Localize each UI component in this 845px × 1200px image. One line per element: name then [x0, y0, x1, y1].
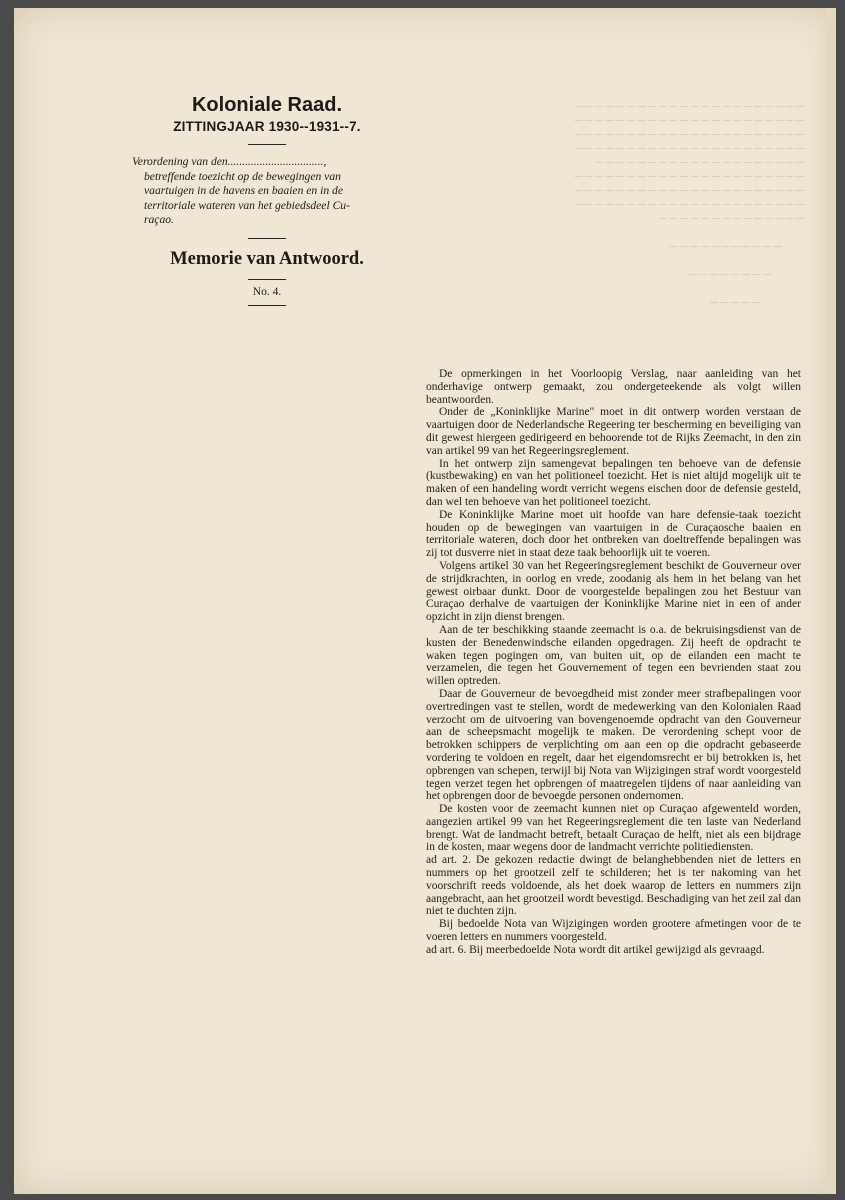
subject-line: raçao. — [144, 213, 174, 226]
document-number: No. 4. — [252, 285, 282, 298]
paragraph: De opmerkingen in het Voorloopig Verslag, naar aanleiding van het onderhavige ontwerp gemaakt, zou ondergeteekende als volgt willen beantwoorden. — [426, 368, 801, 406]
divider — [248, 305, 286, 306]
paragraph: De kosten voor de zeemacht kunnen niet op Curaçao afgewenteld worden, aangezien artikel 99 van het Regeeringsreglement die ten laste van Nederland brengt. Wat de landmacht betreft, betaalt Curaçao de helft, niet als een bijdrage in de kosten, maar wegens door de landmacht verrichte politiediensten. — [426, 803, 801, 854]
subject-line: vaartuigen in de havens en baaien en in de — [144, 184, 343, 197]
bleed-through-text: ─ ─ ─ ─ ─ ─ ─ ─ ─ ─ ─ ─ ─ ─ ─ ─ ─ ─ ─ ─ ─ ─ ─ ─ ─ ─ ─ ─ ─ ─ ─ ─ ─ ─ ─ ─ ─ ─ ─ ─ ─ ─ ─ ─ ─ ─ ─ ─ ─ ─ ─ ─ ─ ─ ─ ─ ─ ─ ─ ─ ─ ─ ─ ─ ─ ─ ─ ─ ─ ─ ─ ─ ─ ─ ─ ─ ─ ─ ─ ─ ─ ─ ─ ─ ─ ─ ─ ─ ─ ─ ─ ─ ─ ─ ─ ─ ─ ─ ─ ─ ─ ─ ─ ─ ─ ─ ─ ─ ─ ─ ─ ─ ─ ─ ─ ─ ─ ─ ─ ─ ─ ─ ─ ─ ─ ─ ─ ─ ─ ─ ─ ─ ─ ─ ─ ─ ─ ─ ─ ─ ─ ─ ─ ─ ─ ─ ─ ─ ─ ─ ─ ─ ─ ─ ─ ─ ─ ─ ─ ─ ─ ─ ─ ─ ─ ─ ─ ─ ─ ─ ─ ─ ─ ─ ─ ─ ─ ─ ─ ─ ─ ─ ─ ─ ─ ─ ─ ─ ─ ─ ─ ─ ─ ─ ─ ─ ─ ─ ─ ─ ─ ─ ─ ─ ─ ─ ─ ─ ─ ─ ─ ─ — [574, 101, 804, 309]
subject-line: territoriale wateren van het gebiedsdeel Cu- — [144, 198, 350, 212]
page-edge — [826, 8, 836, 1194]
divider — [248, 238, 286, 239]
memo-title: Memorie van Antwoord. — [170, 248, 364, 269]
subject-line: Verordening van den................................., — [132, 155, 327, 168]
subject-line: betreffende toezicht op de bewegingen van — [144, 169, 341, 183]
paragraph: Bij bedoelde Nota van Wijzigingen worden grootere afmetingen voor de te voeren letters en nummers voorgesteld. — [426, 918, 801, 944]
ordinance-subject — [132, 155, 402, 228]
paragraph: In het ontwerp zijn samengevat bepalingen ten behoeve van de defensie (kustbewaking) en van het politioneel toezicht. Het is niet altijd mogelijk uit te maken of een handeling wordt verricht wegens eischen door de defensie gesteld, dan wel ten behoeve van het politioneel toezicht. — [426, 457, 801, 508]
paragraph: De Koninklijke Marine moet uit hoofde van hare defensie-taak toezicht houden op de bewegingen van vaartuigen in de Curaçaosche baaien en territoriale wateren, doch door het ontbreken van doeltreffende bepalingen was zij tot dusverre niet in staat deze taak behoorlijk uit te voeren. — [426, 508, 801, 560]
article-2-paragraph: ad art. 2. De gekozen redactie dwingt de belanghebbenden niet de letters en nummers op het grootzeil zelf te schilderen; het is ter nakoming van het voorschrift reeds voldoende, als het doek waarop de letters en nummers zijn aangebracht, aan het grootzeil wordt bevestigd. Beschadiging van het zeil zal dan niet te duchten zijn. — [426, 854, 801, 918]
document-header — [132, 94, 402, 313]
council-title: Koloniale Raad. — [191, 94, 343, 116]
article-6-paragraph: ad art. 6. Bij meerbedoelde Nota wordt dit artikel gewijzigd als gevraagd. — [426, 943, 765, 956]
paragraph: Volgens artikel 30 van het Regeeringsreglement beschikt de Gouverneur over de strijdkrachten, in oorlog en vrede, zoodanig als hem in het belang van het gewest oirbaar dunkt. Door de voorgestelde bepalingen zou het Bestuur van Curaçao derhalve de vaartuigen der Koninklijke Marine niet in een of ander opzicht in zijn dienst brengen. — [426, 559, 801, 624]
paragraph: Aan de ter beschikking staande zeemacht is o.a. de bekruisingsdienst van de kusten der Benedenwindsche eilanden opgedragen. Zij heeft de opdracht te waken tegen pogingen om, van buiten uit, op de eilanden een macht te verzamelen, die tegen het Gouvernement of tegen een bevrienden staat zou willen optreden. — [426, 623, 801, 688]
body-text — [426, 368, 801, 957]
divider — [248, 279, 286, 280]
divider — [248, 144, 286, 145]
paragraph: Daar de Gouverneur de bevoegdheid mist zonder meer strafbepalingen voor overtredingen vast te stellen, wordt de medewerking van den Kolonialen Raad verzocht om de uitvoering van bovengenoemde opdracht van den Gouverneur aan de scheepsmacht mogelijk te maken. De verordening schept voor de betrokken schippers de verplichting om aan een op die opdracht gebaseerde vordering te voldoen en regelt, daar het eigendomsrecht er bij betrokken is, het opbrengen van schepen, terwijl bij Nota van Wijzigingen straf wordt voorgesteld tegen verzet tegen het opbrengen of maatregelen tijdens of naar aanleiding van het opbrengen door de bevoegde personen ondernomen. — [426, 687, 801, 803]
document-page — [14, 8, 836, 1194]
session-year: ZITTINGJAAR 1930--1931--7. — [173, 119, 361, 134]
paragraph: Onder de „Koninklijke Marine" moet in dit ontwerp worden verstaan de vaartuigen door de Nederlandsche Regeering ter bescherming en beveiliging van dit gewest hiergeen gedirigeerd en behoorende tot de Rijks Zeemacht, in den zin van artikel 99 van het Regeeringsreglement. — [426, 406, 801, 457]
